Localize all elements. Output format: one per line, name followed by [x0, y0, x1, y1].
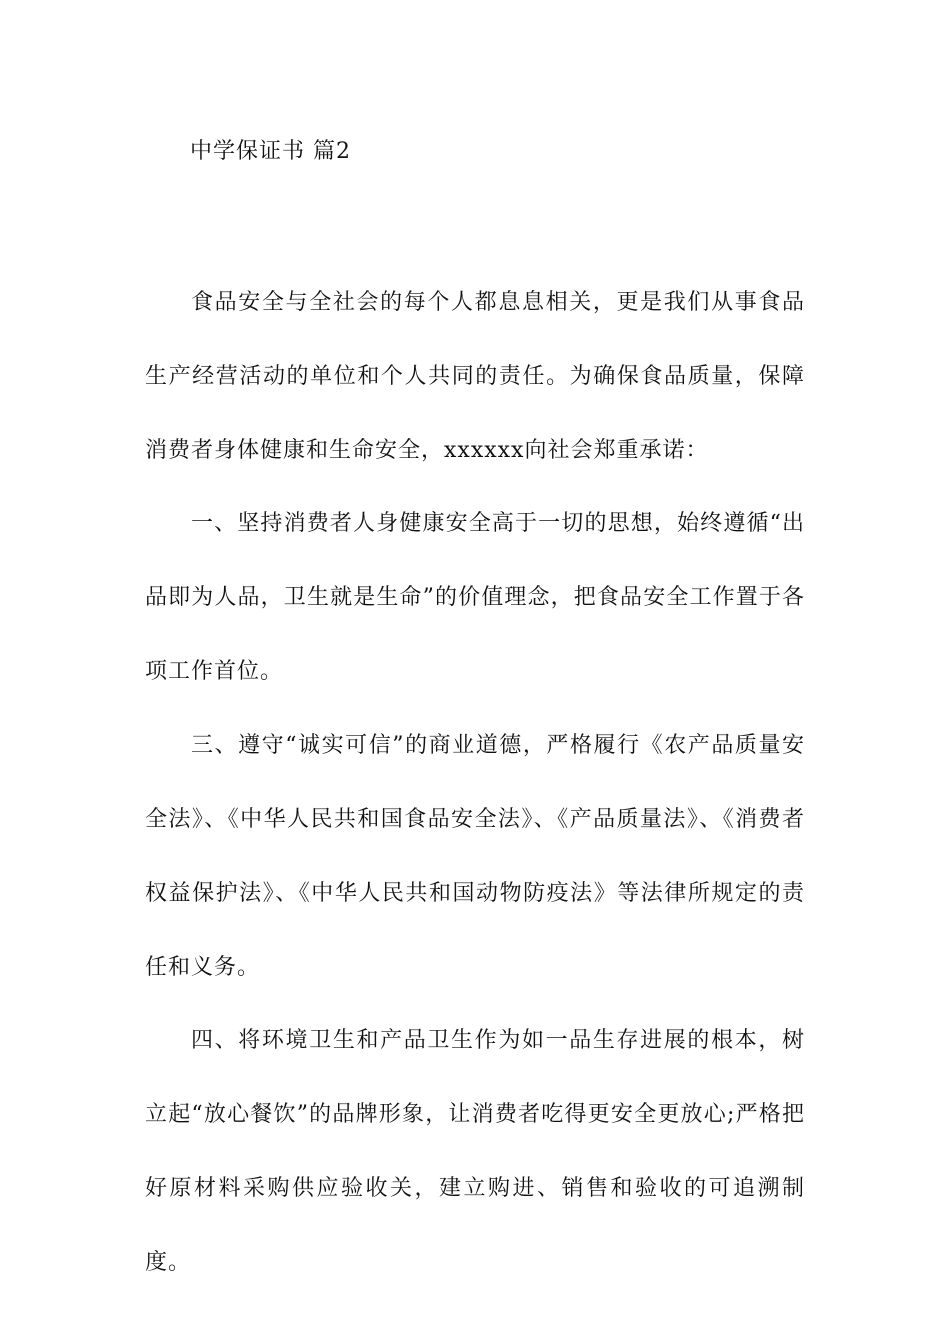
paragraph-item-4: 四、将环境卫生和产品卫生作为如一品生存进展的根本，树立起“放心餐饮”的品牌形象，让消费者吃得更安全更放心;严格把好原材料采购供应验收关，建立购进、销售和验收的可追溯制度。	[145, 1028, 805, 1275]
document-title: 中学保证书 篇2	[190, 139, 351, 164]
paragraph-item-3: 三、遵守“诚实可信”的商业道德，严格履行《农产品质量安全法》、《中华人民共和国食品安全法》、《产品质量法》、《消费者权益保护法》、《中华人民共和国动物防疫法》等法律所规定的责任和义务。	[145, 733, 805, 980]
paragraph-item-1: 一、坚持消费者人身健康安全高于一切的思想，始终遵循“出品即为人品，卫生就是生命”的价值理念，把食品安全工作置于各项工作首位。	[145, 511, 805, 684]
paragraph-intro: 食品安全与全社会的每个人都息息相关，更是我们从事食品生产经营活动的单位和个人共同的责任。为确保食品质量，保障消费者身体健康和生命安全，xxxxxx向社会郑重承诺：	[145, 290, 805, 463]
